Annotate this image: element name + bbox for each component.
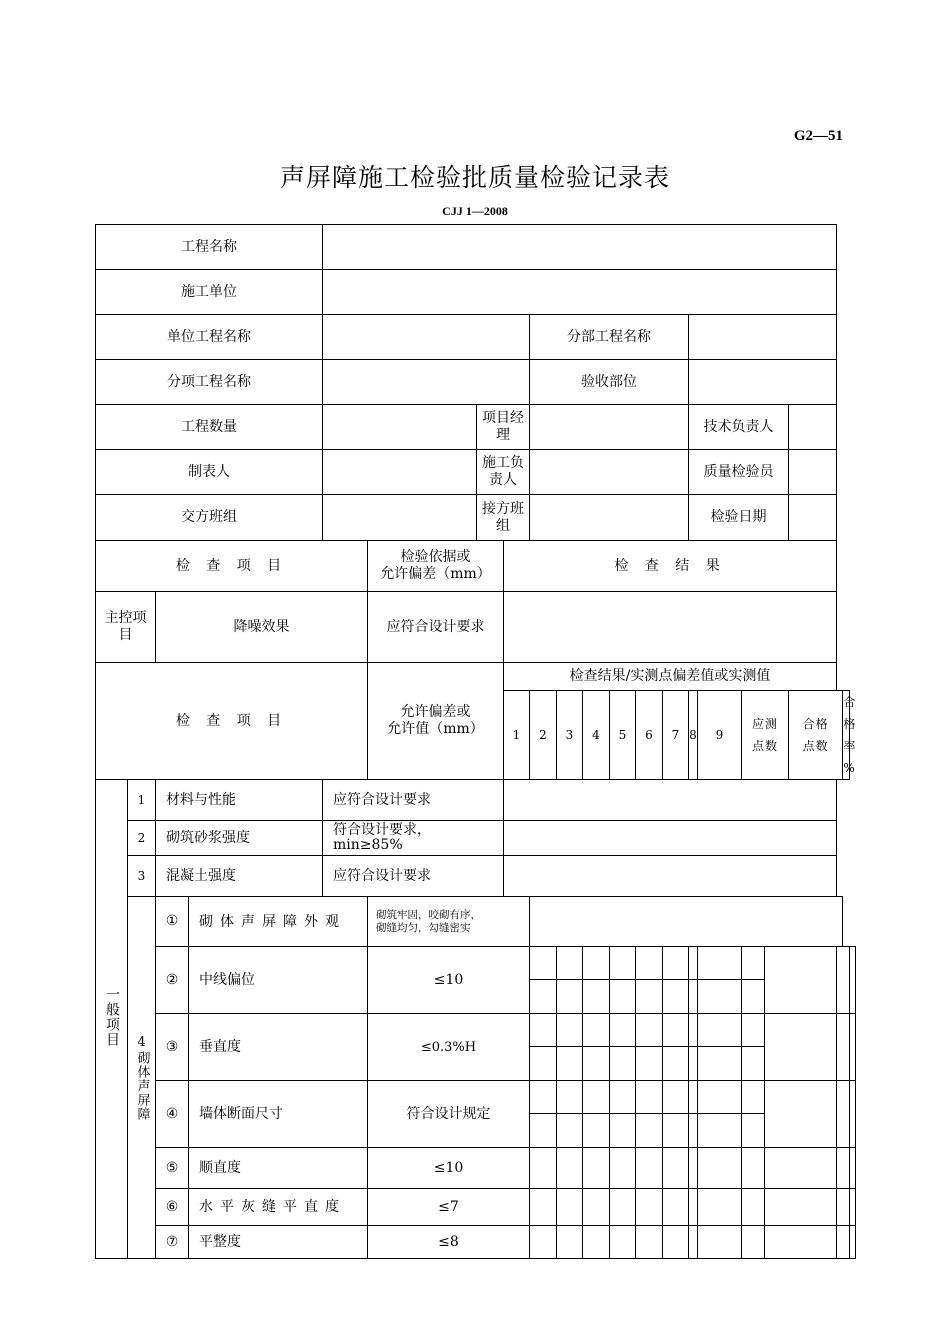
sub-3-name: 垂直度 xyxy=(189,1014,368,1081)
measure-cell[interactable] xyxy=(698,1148,742,1189)
measure-cell[interactable] xyxy=(557,980,583,1014)
col-header-2: 2 xyxy=(530,691,557,780)
measure-cell[interactable] xyxy=(742,1114,765,1148)
sub-7-qualified-rate[interactable] xyxy=(849,1226,855,1259)
measure-cell[interactable] xyxy=(530,947,557,980)
unit-project-label: 单位工程名称 xyxy=(96,315,323,360)
sub-3-requirement: ≤0.3%H xyxy=(368,1014,530,1081)
measure-cell[interactable] xyxy=(636,1014,663,1047)
measure-cell[interactable] xyxy=(610,1148,636,1189)
measure-cell[interactable] xyxy=(663,1148,689,1189)
sub-2-requirement: ≤10 xyxy=(368,947,530,1014)
sub-7-should-measure[interactable] xyxy=(765,1226,837,1259)
sub-4-qualified-points[interactable] xyxy=(837,1081,850,1148)
measure-cell[interactable] xyxy=(663,1014,689,1047)
measure-cell[interactable] xyxy=(698,980,742,1014)
measure-cell[interactable] xyxy=(610,980,636,1014)
sub-5-requirement: ≤10 xyxy=(368,1148,530,1189)
measure-cell[interactable] xyxy=(636,1226,663,1259)
item-2-name: 砌筑砂浆强度 xyxy=(156,821,323,856)
sub-4-qualified-rate[interactable] xyxy=(849,1081,855,1148)
measure-cell[interactable] xyxy=(610,1081,636,1114)
noise-reduction-result[interactable] xyxy=(504,592,837,663)
sub-2-qualified-rate[interactable] xyxy=(849,947,855,1014)
main-control-category: 主控项目 xyxy=(96,592,156,663)
tech-lead-value[interactable] xyxy=(789,405,837,450)
quantity-value[interactable] xyxy=(323,405,477,450)
sub-5-qualified-rate[interactable] xyxy=(849,1148,855,1189)
acceptance-part-value[interactable] xyxy=(689,360,837,405)
should-measure-line2: 点数 xyxy=(751,739,778,753)
division-project-value[interactable] xyxy=(689,315,837,360)
item-1-result[interactable] xyxy=(504,780,837,821)
project-manager-label: 项目经理 xyxy=(477,405,530,450)
measure-cell[interactable] xyxy=(530,1014,557,1047)
sub-4-no: ④ xyxy=(156,1081,189,1148)
qualified-points-line2: 点数 xyxy=(802,739,829,753)
qualified-rate-line2: 率 % xyxy=(843,739,857,775)
receiving-team-label: 接方班组 xyxy=(477,495,530,541)
measure-cell[interactable] xyxy=(530,980,557,1014)
measure-cell[interactable] xyxy=(698,1226,742,1259)
measure-cell[interactable] xyxy=(530,1047,557,1081)
measure-cell[interactable] xyxy=(636,980,663,1014)
measure-cell[interactable] xyxy=(636,1081,663,1114)
receiving-team-value[interactable] xyxy=(530,495,689,541)
measure-cell[interactable] xyxy=(663,1114,689,1148)
measure-cell[interactable] xyxy=(663,1047,689,1081)
handover-team-label: 交方班组 xyxy=(96,495,323,541)
measure-cell[interactable] xyxy=(583,1081,610,1114)
sub-1-req-line1: 砌筑牢固，咬砌有序， xyxy=(376,908,481,921)
sub-6-qualified-rate[interactable] xyxy=(849,1189,855,1226)
measure-cell[interactable] xyxy=(636,947,663,980)
sub-4-name: 墙体断面尺寸 xyxy=(189,1081,368,1148)
measure-cell[interactable] xyxy=(530,1081,557,1114)
project-name-label: 工程名称 xyxy=(96,225,323,270)
measure-cell[interactable] xyxy=(663,1226,689,1259)
sub-5-name: 顺直度 xyxy=(189,1148,368,1189)
measure-cell[interactable] xyxy=(583,947,610,980)
standard-code: CJJ 1—2008 xyxy=(442,204,508,218)
measure-cell[interactable] xyxy=(689,1189,698,1226)
preparer-label: 制表人 xyxy=(96,450,323,495)
sub-1-requirement xyxy=(368,897,530,947)
sub-3-qualified-points[interactable] xyxy=(837,1014,850,1081)
measure-cell[interactable] xyxy=(557,947,583,980)
item-2-req-line2: min≥85% xyxy=(333,837,403,853)
sub-7-requirement: ≤8 xyxy=(368,1226,530,1259)
measure-cell[interactable] xyxy=(742,1148,765,1189)
measure-cell[interactable] xyxy=(610,1114,636,1148)
measure-cell[interactable] xyxy=(689,1114,698,1148)
sub-6-requirement: ≤7 xyxy=(368,1189,530,1226)
construction-lead-value[interactable] xyxy=(530,450,689,495)
measure-cell[interactable] xyxy=(530,1189,557,1226)
measure-cell[interactable] xyxy=(689,947,698,980)
measure-cell[interactable] xyxy=(698,1014,742,1047)
measure-cell[interactable] xyxy=(530,1148,557,1189)
sub-7-no: ⑦ xyxy=(156,1226,189,1259)
measure-cell[interactable] xyxy=(698,1081,742,1114)
sub-7-name: 平整度 xyxy=(189,1226,368,1259)
measure-cell[interactable] xyxy=(610,1047,636,1081)
measure-cell[interactable] xyxy=(698,1114,742,1148)
measure-cell[interactable] xyxy=(610,1226,636,1259)
group-4-no: 4 xyxy=(137,1034,146,1050)
group-4 xyxy=(128,897,156,1259)
inspection-date-label: 检验日期 xyxy=(689,495,789,541)
sub-6-should-measure[interactable] xyxy=(765,1189,837,1226)
quantity-label: 工程数量 xyxy=(96,405,323,450)
measure-cell[interactable] xyxy=(557,1047,583,1081)
general-category-text: 一般项目 xyxy=(104,986,120,1047)
item-3-result[interactable] xyxy=(504,856,837,897)
sub-3-no: ③ xyxy=(156,1014,189,1081)
measure-cell[interactable] xyxy=(583,1226,610,1259)
construction-unit-label: 施工单位 xyxy=(96,270,323,315)
inspection-record-table xyxy=(95,224,856,1259)
sub-1-no: ① xyxy=(156,897,189,947)
qualified-rate-header xyxy=(843,691,857,780)
measure-cell[interactable] xyxy=(610,947,636,980)
tolerance-header xyxy=(368,663,504,780)
item-1-no: 1 xyxy=(128,780,156,821)
measure-cell[interactable] xyxy=(742,980,765,1014)
preparer-value[interactable] xyxy=(323,450,477,495)
measure-cell[interactable] xyxy=(557,1114,583,1148)
col-header-6: 6 xyxy=(636,691,663,780)
measure-cell[interactable] xyxy=(742,1226,765,1259)
noise-reduction-requirement: 应符合设计要求 xyxy=(368,592,504,663)
item-3-no: 3 xyxy=(128,856,156,897)
sub-3-qualified-rate[interactable] xyxy=(849,1014,855,1081)
sub-1-result[interactable] xyxy=(530,897,843,947)
project-manager-value[interactable] xyxy=(530,405,689,450)
measure-cell[interactable] xyxy=(583,1148,610,1189)
qualified-rate-line1: 合格 xyxy=(843,695,857,731)
check-item-header: 检 查 项 目 xyxy=(96,541,368,592)
measure-cell[interactable] xyxy=(557,1189,583,1226)
measure-cell[interactable] xyxy=(742,1081,765,1114)
sub-6-qualified-points[interactable] xyxy=(837,1189,850,1226)
subitem-project-label: 分项工程名称 xyxy=(96,360,323,405)
sub-4-requirement: 符合设计规定 xyxy=(368,1081,530,1148)
measure-cell[interactable] xyxy=(742,1189,765,1226)
should-measure-line1: 应测 xyxy=(751,717,778,731)
basis-header xyxy=(368,541,504,592)
check-result-header: 检 查 结 果 xyxy=(504,541,837,592)
subitem-project-value[interactable] xyxy=(323,360,530,405)
measure-cell[interactable] xyxy=(689,1047,698,1081)
tech-lead-label: 技术负责人 xyxy=(689,405,789,450)
sub-5-qualified-points[interactable] xyxy=(837,1148,850,1189)
measured-result-header: 检查结果/实测点偏差值或实测值 xyxy=(504,663,837,691)
measure-cell[interactable] xyxy=(636,1047,663,1081)
sub-1-req-line2: 砌缝均匀，勾缝密实 xyxy=(376,921,471,934)
qualified-points-line1: 合格 xyxy=(802,717,829,731)
measure-cell[interactable] xyxy=(689,1226,698,1259)
measure-cell[interactable] xyxy=(689,1014,698,1047)
sub-5-should-measure[interactable] xyxy=(765,1148,837,1189)
tolerance-header-line2: 允许值（mm） xyxy=(387,721,484,737)
inspection-date-value[interactable] xyxy=(789,495,837,541)
page-title: 声屏障施工检验批质量检验记录表 xyxy=(279,163,670,192)
unit-project-value[interactable] xyxy=(323,315,530,360)
basis-header-line2: 允许偏差（mm） xyxy=(380,566,491,582)
item-3-name: 混凝土强度 xyxy=(156,856,323,897)
measure-cell[interactable] xyxy=(583,980,610,1014)
item-2-result[interactable] xyxy=(504,821,837,856)
item-2-req-line1: 符合设计要求， xyxy=(333,822,431,838)
measure-cell[interactable] xyxy=(530,1226,557,1259)
col-header-3: 3 xyxy=(557,691,583,780)
col-header-5: 5 xyxy=(610,691,636,780)
measure-cell[interactable] xyxy=(557,1081,583,1114)
measure-cell[interactable] xyxy=(583,1189,610,1226)
measure-cell[interactable] xyxy=(610,1189,636,1226)
measure-cell[interactable] xyxy=(663,980,689,1014)
measure-cell[interactable] xyxy=(663,1189,689,1226)
qualified-points-header xyxy=(789,691,843,780)
measure-cell[interactable] xyxy=(698,947,742,980)
measure-cell[interactable] xyxy=(636,1148,663,1189)
group-4-name: 砌体声屏障 xyxy=(134,1050,150,1121)
tolerance-header-line1: 允许偏差或 xyxy=(400,704,471,720)
basis-header-line1: 检验依据或 xyxy=(400,549,471,565)
construction-unit-value[interactable] xyxy=(323,270,837,315)
measure-cell[interactable] xyxy=(583,1014,610,1047)
quality-inspector-label: 质量检验员 xyxy=(689,450,789,495)
item-2-requirement xyxy=(323,821,504,856)
item-1-name: 材料与性能 xyxy=(156,780,323,821)
col-header-8: 8 xyxy=(689,691,698,780)
measure-cell[interactable] xyxy=(698,1189,742,1226)
sub-2-no: ② xyxy=(156,947,189,1014)
measure-cell[interactable] xyxy=(557,1014,583,1047)
sub-2-name: 中线偏位 xyxy=(189,947,368,1014)
measure-cell[interactable] xyxy=(583,1114,610,1148)
measure-cell[interactable] xyxy=(689,1081,698,1114)
sub-6-name: 水平灰缝平直度 xyxy=(189,1189,368,1226)
measure-cell[interactable] xyxy=(698,1047,742,1081)
noise-reduction-item: 降噪效果 xyxy=(156,592,368,663)
col-header-1: 1 xyxy=(504,691,530,780)
measure-cell[interactable] xyxy=(663,1081,689,1114)
measure-cell[interactable] xyxy=(689,980,698,1014)
construction-lead-label: 施工负责人 xyxy=(477,450,530,495)
item-3-requirement: 应符合设计要求 xyxy=(323,856,504,897)
sub-6-no: ⑥ xyxy=(156,1189,189,1226)
sub-2-should-measure[interactable] xyxy=(765,947,837,1014)
measure-cell[interactable] xyxy=(557,1148,583,1189)
handover-team-value[interactable] xyxy=(323,495,477,541)
col-header-9: 9 xyxy=(698,691,742,780)
measure-cell[interactable] xyxy=(689,1148,698,1189)
item-2-no: 2 xyxy=(128,821,156,856)
measure-cell[interactable] xyxy=(557,1226,583,1259)
sub-3-should-measure[interactable] xyxy=(765,1014,837,1081)
sub-4-should-measure[interactable] xyxy=(765,1081,837,1148)
item-1-requirement: 应符合设计要求 xyxy=(323,780,504,821)
general-check-item-header: 检 查 项 目 xyxy=(96,663,368,780)
col-header-7: 7 xyxy=(663,691,689,780)
measure-cell[interactable] xyxy=(742,1014,765,1047)
measure-cell[interactable] xyxy=(742,1047,765,1081)
measure-cell[interactable] xyxy=(583,1047,610,1081)
general-category xyxy=(96,780,128,1259)
measure-cell[interactable] xyxy=(636,1189,663,1226)
quality-inspector-value[interactable] xyxy=(789,450,837,495)
sub-2-qualified-points[interactable] xyxy=(837,947,850,1014)
sub-5-no: ⑤ xyxy=(156,1148,189,1189)
measure-cell[interactable] xyxy=(742,947,765,980)
measure-cell[interactable] xyxy=(530,1114,557,1148)
acceptance-part-label: 验收部位 xyxy=(530,360,689,405)
form-code: G2—51 xyxy=(793,128,843,144)
measure-cell[interactable] xyxy=(610,1014,636,1047)
measure-cell[interactable] xyxy=(636,1114,663,1148)
division-project-label: 分部工程名称 xyxy=(530,315,689,360)
measure-cell[interactable] xyxy=(663,947,689,980)
sub-7-qualified-points[interactable] xyxy=(837,1226,850,1259)
should-measure-header xyxy=(742,691,789,780)
sub-1-name: 砌体声屏障外观 xyxy=(189,897,368,947)
col-header-4: 4 xyxy=(583,691,610,780)
project-name-value[interactable] xyxy=(323,225,837,270)
